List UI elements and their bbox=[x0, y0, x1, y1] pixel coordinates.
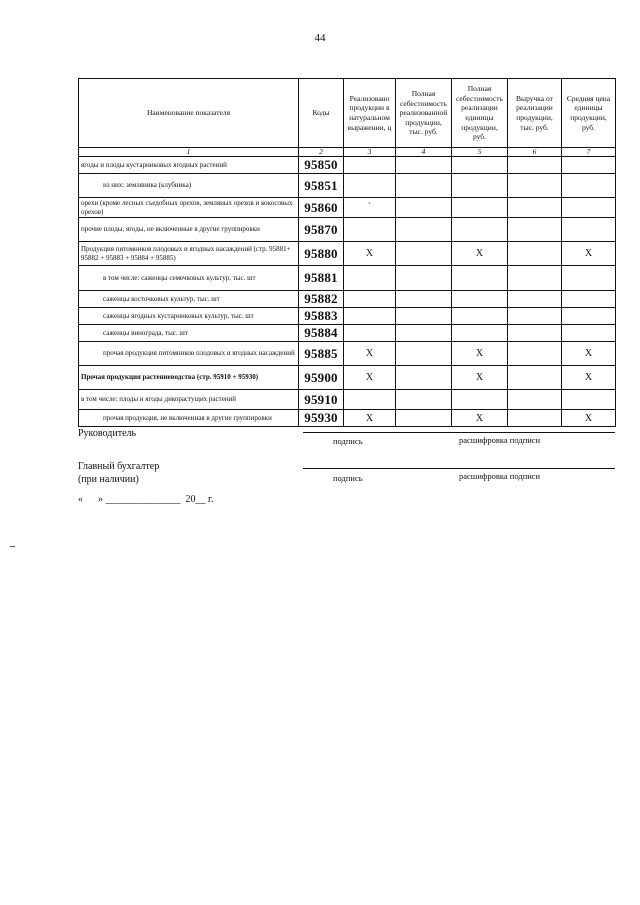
head-label: Руководитель bbox=[78, 428, 137, 439]
cell bbox=[452, 198, 508, 218]
cell bbox=[452, 174, 508, 198]
colnum: 3 bbox=[344, 148, 396, 157]
row-code: 95881 bbox=[299, 266, 344, 291]
colnum: 7 bbox=[562, 148, 616, 157]
row-name: саженцы винограда, тыс. шт bbox=[79, 325, 299, 342]
cell bbox=[508, 157, 562, 174]
cell bbox=[508, 308, 562, 325]
cell bbox=[396, 342, 452, 366]
cell bbox=[344, 266, 396, 291]
row-code: 95870 bbox=[299, 218, 344, 242]
header-col3: Реализовано продукции в натуральном выражении, ц bbox=[344, 79, 396, 148]
cell bbox=[562, 157, 616, 174]
cell bbox=[562, 198, 616, 218]
cell bbox=[396, 325, 452, 342]
cell bbox=[508, 325, 562, 342]
row-code: 95851 bbox=[299, 174, 344, 198]
table-row bbox=[79, 174, 616, 198]
cell bbox=[396, 157, 452, 174]
accountant-sign-caption: подпись bbox=[333, 473, 363, 483]
cell bbox=[452, 291, 508, 308]
cell: X bbox=[562, 242, 616, 266]
row-name: прочая продукция, не включенная в другие группировки bbox=[79, 410, 299, 427]
table-row bbox=[79, 266, 616, 291]
cell bbox=[396, 242, 452, 266]
table-row bbox=[79, 342, 616, 366]
cell bbox=[562, 266, 616, 291]
cell bbox=[562, 390, 616, 410]
table-row bbox=[79, 291, 616, 308]
cell bbox=[508, 342, 562, 366]
cell bbox=[452, 325, 508, 342]
cell bbox=[508, 291, 562, 308]
table-row bbox=[79, 218, 616, 242]
page-number: 44 bbox=[314, 32, 326, 44]
colnum: 6 bbox=[508, 148, 562, 157]
cell: ` bbox=[344, 198, 396, 218]
accountant-label: Главный бухгалтер bbox=[78, 461, 160, 472]
cell bbox=[344, 218, 396, 242]
head-decode-caption: расшифровка подписи bbox=[459, 435, 541, 445]
column-number-row bbox=[79, 148, 616, 157]
colnum: 2 bbox=[299, 148, 344, 157]
cell bbox=[396, 366, 452, 390]
date-line: « » _______________ 20__ г. bbox=[78, 494, 214, 505]
header-col5: Полная себестоимость реализации единицы продукции, руб. bbox=[452, 79, 508, 148]
cell bbox=[508, 174, 562, 198]
cell bbox=[396, 266, 452, 291]
cell bbox=[508, 410, 562, 427]
table-row bbox=[79, 410, 616, 427]
cell: X bbox=[562, 410, 616, 427]
header-code: Коды bbox=[299, 79, 344, 148]
cell bbox=[562, 174, 616, 198]
cell bbox=[396, 218, 452, 242]
cell bbox=[396, 291, 452, 308]
table-row bbox=[79, 325, 616, 342]
row-code: 95884 bbox=[299, 325, 344, 342]
cell: X bbox=[344, 366, 396, 390]
table-row bbox=[79, 366, 616, 390]
cell bbox=[562, 218, 616, 242]
cell bbox=[562, 325, 616, 342]
row-name: в том числе: плоды и ягоды дикорастущих растений bbox=[79, 390, 299, 410]
row-name: прочие плоды, ягоды, не включенные в другие группировки bbox=[79, 218, 299, 242]
cell bbox=[396, 390, 452, 410]
colnum: 1 bbox=[79, 148, 299, 157]
row-name: Продукция питомников плодовых и ягодных насаждений (стр. 95881+ 95882 + 95883 + 95884 + 95885) bbox=[79, 242, 299, 266]
cell bbox=[452, 157, 508, 174]
cell: X bbox=[344, 342, 396, 366]
row-name: орехи (кроме лесных съедобных орехов, земляных орехов и кокосовых орехов) bbox=[79, 198, 299, 218]
accountant-signature-line bbox=[303, 468, 615, 469]
row-name: саженцы косточковых культур, тыс. шт bbox=[79, 291, 299, 308]
head-sign-caption: подпись bbox=[333, 436, 363, 446]
cell: X bbox=[562, 366, 616, 390]
table-header-row bbox=[79, 79, 616, 148]
header-col4: Полная себестоимость реализованной продукции, тыс. руб. bbox=[396, 79, 452, 148]
cell bbox=[396, 410, 452, 427]
cell bbox=[452, 266, 508, 291]
cell bbox=[452, 218, 508, 242]
colnum: 5 bbox=[452, 148, 508, 157]
cell: X bbox=[562, 342, 616, 366]
row-name: из них: земляника (клубника) bbox=[79, 174, 299, 198]
table-row bbox=[79, 157, 616, 174]
header-name: Наименование показателя bbox=[79, 79, 299, 148]
cell bbox=[508, 198, 562, 218]
report-table bbox=[78, 78, 616, 427]
colnum: 4 bbox=[396, 148, 452, 157]
cell bbox=[344, 157, 396, 174]
margin-mark bbox=[10, 546, 15, 547]
row-name: прочая продукция питомников плодовых и ягодных насаждений bbox=[79, 342, 299, 366]
head-signature-line bbox=[303, 432, 615, 433]
row-code: 95850 bbox=[299, 157, 344, 174]
cell bbox=[452, 308, 508, 325]
accountant-note: (при наличии) bbox=[78, 474, 139, 485]
row-code: 95880 bbox=[299, 242, 344, 266]
cell bbox=[508, 242, 562, 266]
cell bbox=[344, 308, 396, 325]
cell: X bbox=[344, 410, 396, 427]
cell: X bbox=[344, 242, 396, 266]
row-code: 95883 bbox=[299, 308, 344, 325]
header-col7: Средняя цена единицы продукции, руб. bbox=[562, 79, 616, 148]
row-name: Прочая продукция растениеводства (стр. 95910 + 95930) bbox=[79, 366, 299, 390]
table-row bbox=[79, 390, 616, 410]
cell bbox=[452, 390, 508, 410]
cell bbox=[344, 390, 396, 410]
cell: X bbox=[452, 410, 508, 427]
cell bbox=[396, 174, 452, 198]
cell bbox=[396, 198, 452, 218]
cell: X bbox=[452, 366, 508, 390]
row-name: ягоды и плоды кустарниковых ягодных растений bbox=[79, 157, 299, 174]
cell bbox=[508, 390, 562, 410]
cell bbox=[344, 325, 396, 342]
cell: X bbox=[452, 342, 508, 366]
row-code: 95882 bbox=[299, 291, 344, 308]
cell bbox=[344, 291, 396, 308]
cell bbox=[396, 308, 452, 325]
header-col6: Выручка от реализации продукции, тыс. руб. bbox=[508, 79, 562, 148]
row-code: 95885 bbox=[299, 342, 344, 366]
row-code: 95900 bbox=[299, 366, 344, 390]
cell bbox=[562, 308, 616, 325]
row-code: 95910 bbox=[299, 390, 344, 410]
row-name: в том числе: саженцы семечковых культур, тыс. шт bbox=[79, 266, 299, 291]
table-row bbox=[79, 242, 616, 266]
cell bbox=[344, 174, 396, 198]
cell bbox=[508, 218, 562, 242]
cell bbox=[508, 366, 562, 390]
row-code: 95860 bbox=[299, 198, 344, 218]
cell bbox=[508, 266, 562, 291]
row-name: саженцы ягодных кустарниковых культур, тыс. шт bbox=[79, 308, 299, 325]
accountant-decode-caption: расшифровка подписи bbox=[459, 471, 541, 481]
table-row bbox=[79, 198, 616, 218]
cell bbox=[562, 291, 616, 308]
row-code: 95930 bbox=[299, 410, 344, 427]
table-row bbox=[79, 308, 616, 325]
cell: X bbox=[452, 242, 508, 266]
